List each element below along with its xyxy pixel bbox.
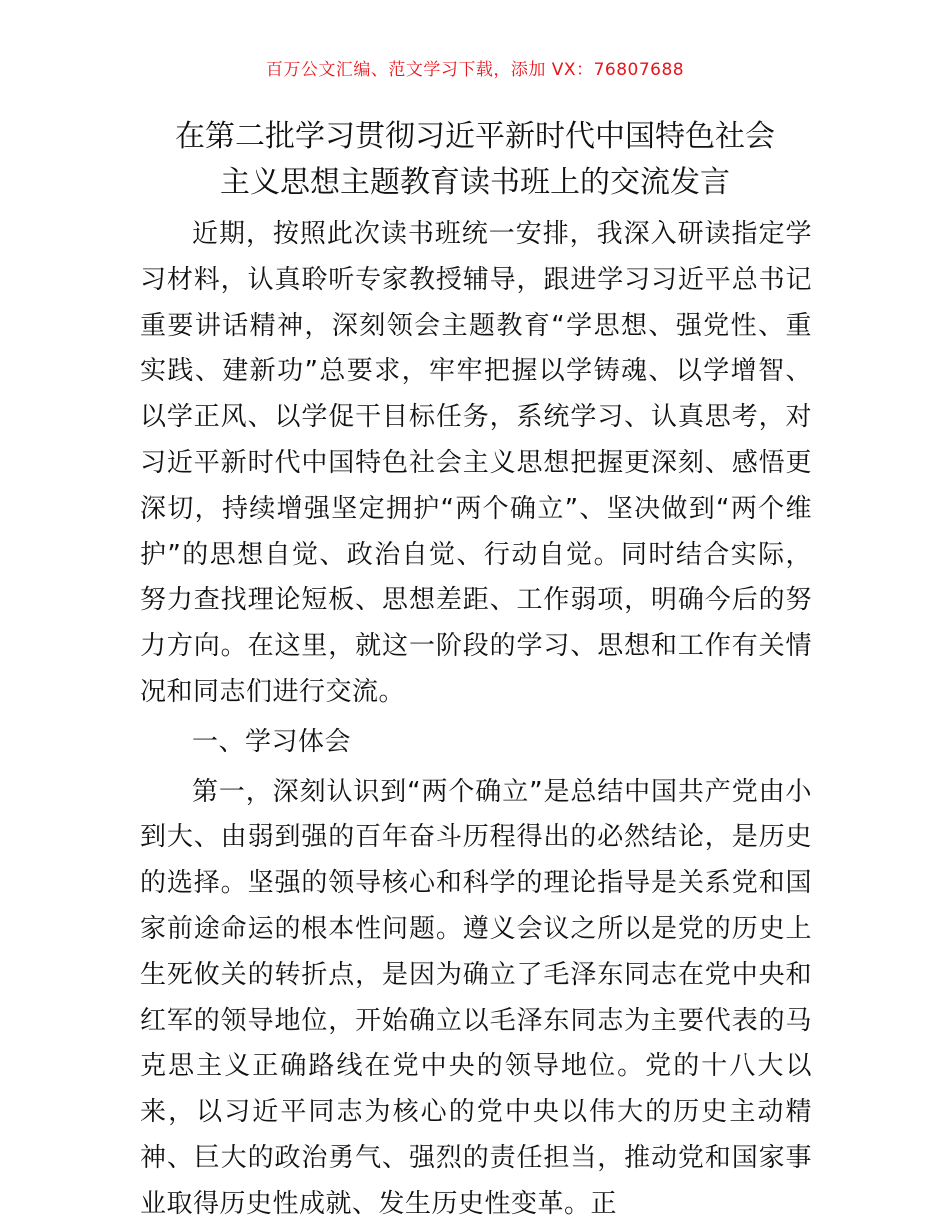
watermark-header: 百万公文汇编、范文学习下载，添加 VX：76807688 bbox=[265, 60, 685, 80]
section-heading: 一、学习体会 bbox=[192, 726, 352, 757]
title-line-2: 主义思想主题教育读书班上的交流发言 bbox=[220, 165, 730, 200]
paragraph-first-point: 第一，深刻认识到“两个确立”是总结中国共产党由小到大、由弱到强的百年奋斗历程得出的必然结论，是历史的选择。坚强的领导核心和科学的理论指导是关系党和国家前途命运的根本性问题。遵义会议之所以是党的历史上生死攸关的转折点，是因为确立了毛泽东同志在党中央和红军的领导地位，开始确立以毛泽东同志为主要代表的马克思主义正确路线在党中央的领导地位。党的十八大以来，以习近平同志为核心的党中央以伟大的历史主动精神、巨大的政治勇气、强烈的责任担当，推动党和国家事业取得历史性成就、发生历史性变革。正 bbox=[140, 776, 812, 1219]
paragraph-intro: 近期，按照此次读书班统一安排，我深入研读指定学习材料，认真聆听专家教授辅导，跟进学习习近平总书记重要讲话精神，深刻领会主题教育“学思想、强党性、重实践、建新功”总要求，牢牢把握以学铸魂、以学增智、以学正风、以学促干目标任务，系统学习、认真思考，对习近平新时代中国特色社会主义思想把握更深刻、感悟更深切，持续增强坚定拥护“两个确立”、坚决做到“两个维护”的思想自觉、政治自觉、行动自觉。同时结合实际，努力查找理论短板、思想差距、工作弱项，明确今后的努力方向。在这里，就这一阶段的学习、思想和工作有关情况和同志们进行交流。 bbox=[140, 219, 812, 707]
title-line-1: 在第二批学习贯彻习近平新时代中国特色社会 bbox=[175, 119, 775, 154]
document-body bbox=[140, 212, 812, 1232]
document-title bbox=[100, 114, 850, 206]
